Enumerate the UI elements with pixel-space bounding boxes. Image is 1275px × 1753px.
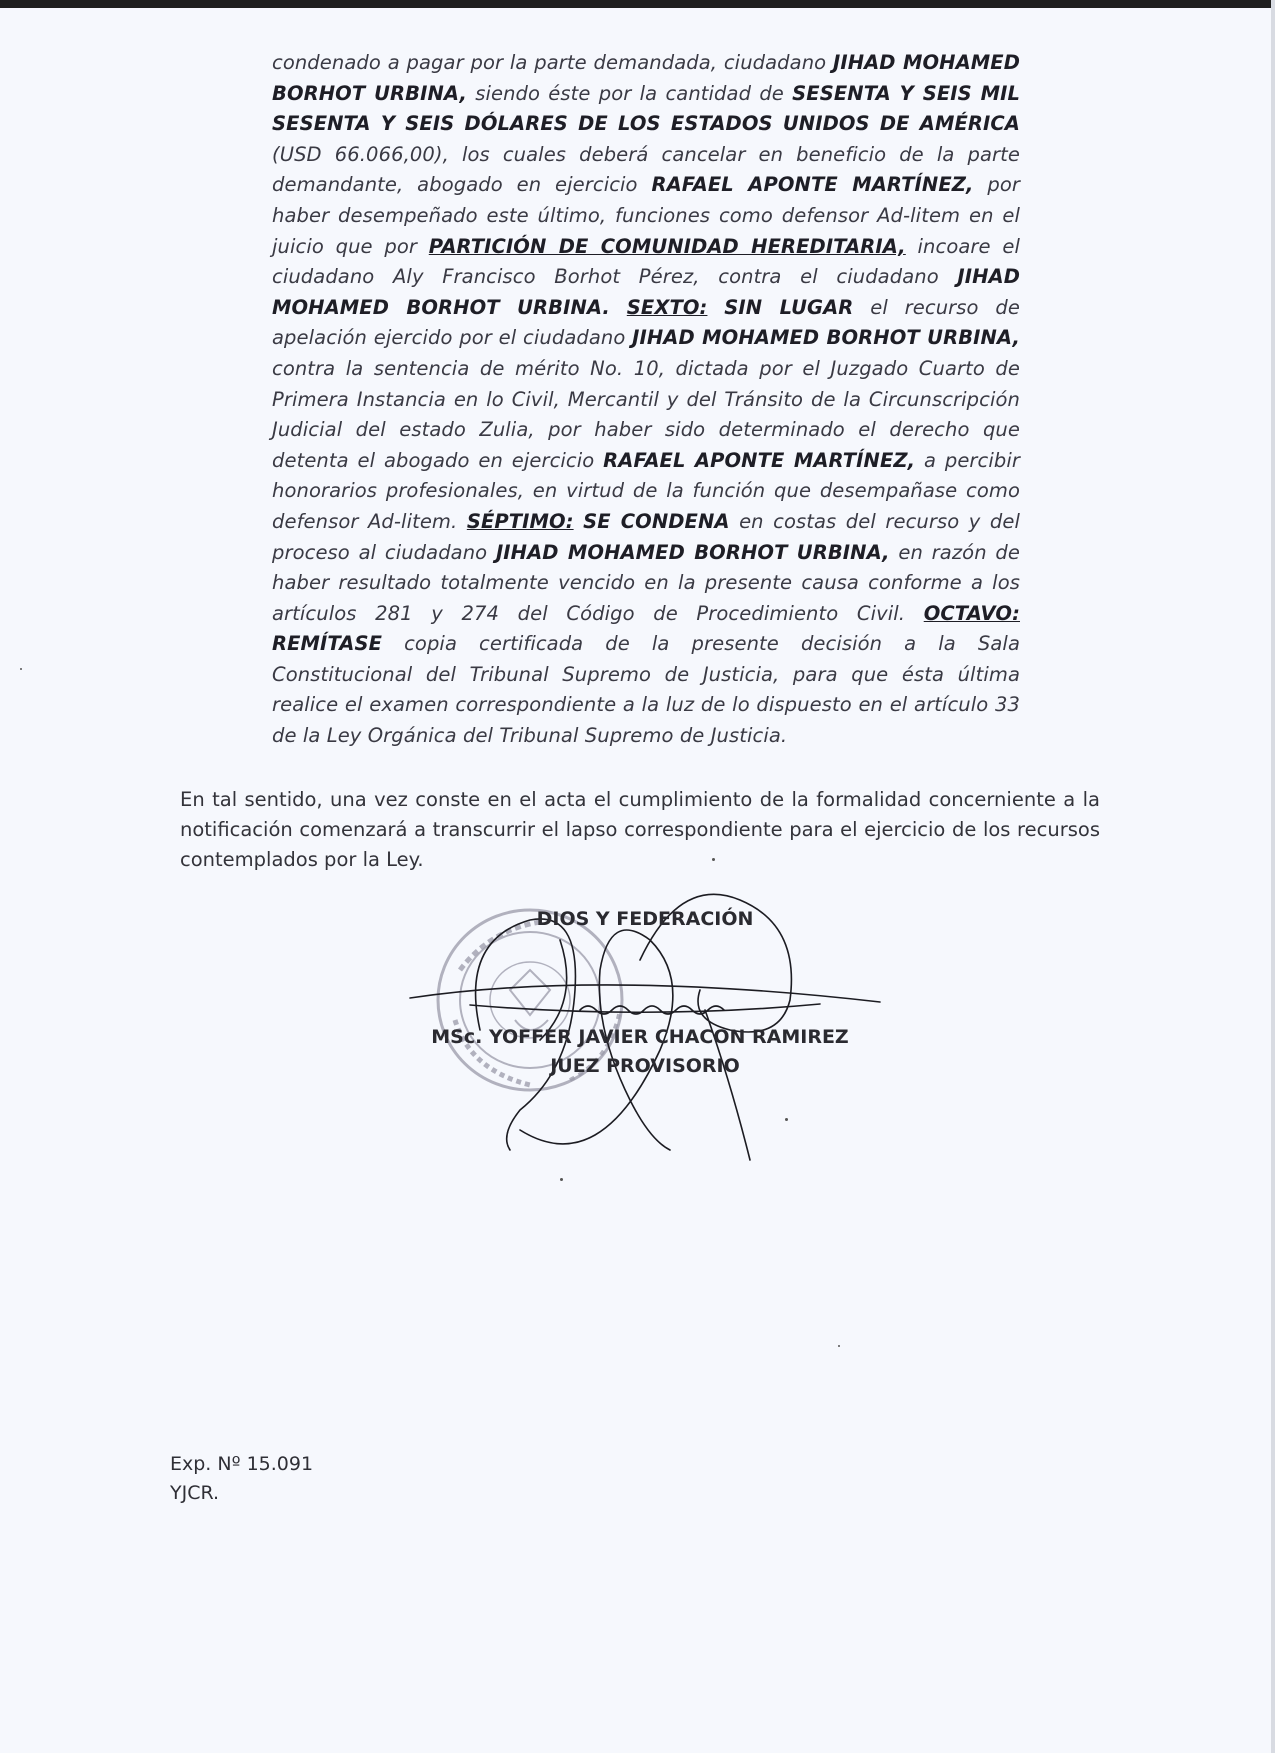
case-type: PARTICIÓN DE COMUNIDAD HEREDITARIA, xyxy=(428,234,906,258)
scan-speck xyxy=(20,668,22,670)
text-segment: en costas del recurso y del proceso al ciudadano xyxy=(272,509,1020,564)
ruling-se-condena: SE CONDENA xyxy=(583,509,730,533)
text-segment: a percibir honorarios profesionales, en virtud de la función que desempañase como defensor Ad-litem. xyxy=(272,448,1020,533)
notification-paragraph: En tal sentido, una vez conste en el acta el cumplimiento de la formalidad concerniente a la notificación comenzará a transcurrir el lapso correspondiente para el ejercicio de los recursos contemplados por la Ley. xyxy=(180,788,1100,871)
judge-name: MSc. YOFFER JAVIER CHACON RAMIREZ xyxy=(431,1026,849,1048)
initials: YJCR. xyxy=(170,1482,220,1504)
text-segment: incoare el ciudadano Aly Francisco Borhot Pérez, contra el ciudadano xyxy=(272,234,1020,289)
text-segment: copia certificada de la presente decisión a la Sala Constitucional del Tribunal Supremo de Justicia, para que ésta última realice el examen correspondiente a la luz de lo dispuesto en el artículo 33 de la Ley Orgánica del Tribunal Supremo de Justicia. xyxy=(272,632,1020,748)
signature-block xyxy=(400,880,920,1180)
text-segment: (USD 66.066,00), los cuales deberá cancelar en beneficio de la parte demandante, abogado en ejercicio xyxy=(272,142,1020,197)
judge-title: JUEZ PROVISORIO xyxy=(550,1055,740,1077)
text-segment: el recurso de apelación ejercido por el ciudadano xyxy=(272,295,1020,350)
scan-speck xyxy=(560,1178,563,1181)
scan-speck xyxy=(838,1345,840,1347)
text-segment: condenado a pagar por la parte demandada, ciudadano xyxy=(272,51,833,74)
lawyer-name: RAFAEL APONTE MARTÍNEZ, xyxy=(651,173,974,197)
file-reference xyxy=(170,1450,313,1508)
text-segment: contra la sentencia de mérito No. 10, dictada por el Juzgado Cuarto de Primera Instancia en lo Civil, Mercantil y del Tránsito de la Circunscripción Judicial del estado Zulia, por haber sido determinado el derecho que detenta el abogado en ejercicio xyxy=(272,356,1020,472)
decision-paragraph xyxy=(272,48,1020,752)
party-name: JIHAD MOHAMED BORHOT URBINA, xyxy=(272,51,1020,105)
scan-top-edge xyxy=(0,0,1275,8)
text-segment: por haber desempeñado este último, funciones como defensor Ad-litem en el juicio que por xyxy=(272,173,1020,258)
scan-right-edge xyxy=(1271,0,1275,1753)
ruling-remitase: REMÍTASE xyxy=(272,632,383,656)
amount-words: SESENTA Y SEIS MIL SESENTA Y SEIS DÓLARES DE LOS ESTADOS UNIDOS DE AMÉRICA xyxy=(272,81,1020,136)
party-name: JIHAD MOHAMED BORHOT URBINA, xyxy=(632,326,1020,350)
space xyxy=(574,510,584,533)
ordinal-sexto: SEXTO: xyxy=(626,295,708,319)
party-name: JIHAD MOHAMED BORHOT URBINA. xyxy=(272,265,1020,319)
ruling-sin-lugar: SIN LUGAR xyxy=(724,295,854,319)
scan-speck xyxy=(712,858,715,861)
ordinal-septimo: SÉPTIMO: xyxy=(466,509,574,533)
text-segment: siendo éste por la cantidad de xyxy=(466,81,793,105)
expediente-number: Exp. Nº 15.091 xyxy=(170,1453,314,1475)
motto-text: DIOS Y FEDERACIÓN xyxy=(536,908,754,930)
text-segment: en razón de haber resultado totalmente vencido en la presente causa conforme a los artículos 281 y 274 del Código de Procedimiento Civil. xyxy=(272,540,1020,625)
party-name: JIHAD MOHAMED BORHOT URBINA, xyxy=(495,540,890,564)
scan-speck xyxy=(785,1118,788,1121)
ordinal-octavo: OCTAVO: xyxy=(923,601,1020,625)
lawyer-name: RAFAEL APONTE MARTÍNEZ, xyxy=(603,448,916,472)
space xyxy=(610,296,627,319)
space xyxy=(707,296,724,319)
